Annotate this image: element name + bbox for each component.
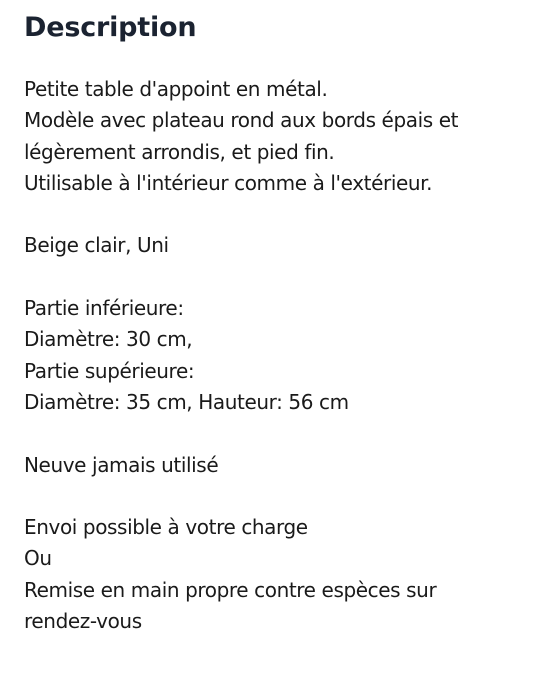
description-blank-line <box>24 418 536 449</box>
description-line: Petite table d'appoint en métal. <box>24 77 328 101</box>
description-text <box>24 74 536 637</box>
description-blank-line <box>24 481 536 512</box>
description-line: Neuve jamais utilisé <box>24 452 219 477</box>
description-line: rendez-vous <box>24 609 142 634</box>
description-line: Utilisable à l'intérieur comme à l'extérieur. <box>24 170 433 195</box>
description-line: Diamètre: 30 cm, <box>24 327 193 352</box>
description-line: Modèle avec plateau rond aux bords épais et <box>24 108 459 133</box>
description-line: Partie supérieure: <box>24 358 195 383</box>
description-line: légèrement arrondis, et pied fin. <box>24 139 335 164</box>
description-line: Remise en main propre contre espèces sur <box>24 577 437 602</box>
section-title: Description <box>24 12 197 43</box>
description-line: Diamètre: 35 cm, Hauteur: 56 cm <box>24 389 349 414</box>
description-line: Beige clair, Uni <box>24 233 169 258</box>
description-blank-line <box>24 262 536 293</box>
description-line: Envoi possible à votre charge <box>24 515 308 540</box>
description-blank-line <box>24 199 536 230</box>
description-line: Partie inférieure: <box>24 296 184 321</box>
description-line: Ou <box>24 546 52 571</box>
